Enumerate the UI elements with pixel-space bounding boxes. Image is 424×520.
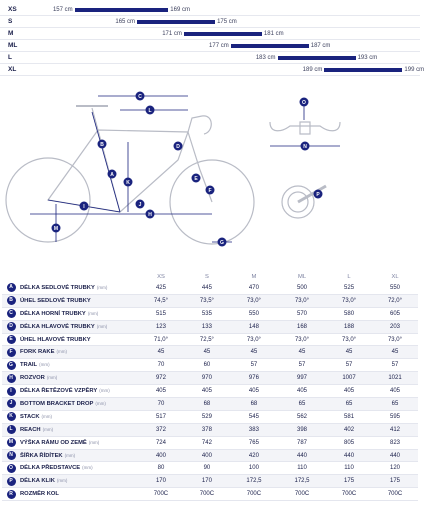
row-badge-cell <box>2 398 20 411</box>
svg-text:O: O <box>302 100 306 106</box>
diagram-badge-c <box>136 92 145 101</box>
row-name: DÉLKA KLIK <box>20 478 55 485</box>
svg-text:N: N <box>303 144 307 150</box>
table-cell: 1021 <box>372 372 418 385</box>
table-cell: 45 <box>278 346 326 359</box>
table-cell: 525 <box>326 282 372 294</box>
table-row <box>2 449 418 462</box>
size-row-xl <box>0 64 424 76</box>
size-range-bar <box>75 8 169 12</box>
diagram-badge-d <box>174 142 183 151</box>
table-cell: 724 <box>138 436 184 449</box>
row-badge-cell <box>2 385 20 398</box>
svg-text:J: J <box>138 202 142 208</box>
size-min-height: 183 cm <box>255 55 276 61</box>
diagram-badge-o <box>300 98 309 107</box>
table-cell: 110 <box>278 462 326 475</box>
svg-text:K: K <box>126 180 130 186</box>
size-row-s <box>0 16 420 28</box>
row-badge-cell <box>2 423 20 436</box>
table-cell: 997 <box>278 372 326 385</box>
table-cell: 976 <box>230 372 278 385</box>
row-badge: H <box>7 374 16 383</box>
table-row <box>2 410 418 423</box>
row-unit: (mm) <box>56 478 68 484</box>
table-cell: 168 <box>278 320 326 333</box>
table-cell: 203 <box>372 320 418 333</box>
row-badge: I <box>7 387 16 396</box>
table-cell: 68 <box>230 398 278 411</box>
table-cell: 805 <box>326 436 372 449</box>
table-cell: 188 <box>326 320 372 333</box>
table-cell: 71,0° <box>138 333 184 346</box>
row-badge-cell <box>2 294 20 307</box>
diagram-badge-i <box>80 202 89 211</box>
table-cell: 383 <box>230 423 278 436</box>
svg-text:E: E <box>194 176 198 182</box>
table-cell: 515 <box>138 307 184 320</box>
row-badge-cell <box>2 410 20 423</box>
row-badge: B <box>7 296 16 305</box>
table-header-row <box>2 272 418 282</box>
row-name: VÝŠKA RÁMU OD ZEMĚ <box>20 439 87 446</box>
diagram-badge-g <box>218 238 227 247</box>
row-name: FORK RAKE <box>20 349 55 356</box>
table-row <box>2 333 418 346</box>
row-name-cell <box>20 436 138 449</box>
table-cell: 1007 <box>326 372 372 385</box>
size-column-header: ML <box>297 274 307 280</box>
row-name: ÚHEL HLAVOVÉ TRUBKY <box>20 336 91 343</box>
diagram-badge-b <box>98 140 107 149</box>
seatpost <box>92 108 98 130</box>
row-unit: (mm) <box>99 388 110 394</box>
row-name-cell <box>20 372 138 385</box>
svg-text:D: D <box>176 144 180 150</box>
size-label: M <box>8 30 14 37</box>
table-row <box>2 475 418 488</box>
size-max-height: 193 cm <box>357 55 378 61</box>
row-badge: N <box>7 451 16 460</box>
row-unit: (mm) <box>82 465 93 471</box>
row-badge: L <box>7 425 16 434</box>
table-cell: 73,0° <box>230 294 278 307</box>
row-name-cell <box>20 307 138 320</box>
table-cell: 100 <box>230 462 278 475</box>
table-cell: 57 <box>230 359 278 372</box>
table-cell: 440 <box>278 449 326 462</box>
size-row-m <box>0 28 420 40</box>
table-cell: 170 <box>138 475 184 488</box>
table-cell: 400 <box>138 449 184 462</box>
table-cell: 580 <box>326 307 372 320</box>
table-cell: 765 <box>230 436 278 449</box>
table-cell: 65 <box>278 398 326 411</box>
table-cell: 402 <box>326 423 372 436</box>
row-badge-cell <box>2 282 20 294</box>
handlebar-top-view <box>270 122 340 131</box>
svg-text:H: H <box>148 212 152 218</box>
table-cell: 73,0° <box>230 333 278 346</box>
table-cell: 440 <box>326 449 372 462</box>
table-cell: 787 <box>278 436 326 449</box>
table-row <box>2 385 418 398</box>
row-badge: E <box>7 335 16 344</box>
size-max-height: 187 cm <box>310 43 331 49</box>
row-unit: (mm) <box>39 362 50 368</box>
size-column-header: L <box>347 274 351 280</box>
row-name: DÉLKA HLAVOVÉ TRUBKY <box>20 323 95 330</box>
diagram-badge-e <box>192 174 201 183</box>
table-cell: 700C <box>230 488 278 501</box>
svg-text:C: C <box>138 94 142 100</box>
size-range-bar <box>184 32 262 36</box>
row-unit: (mm) <box>46 375 58 381</box>
table-cell: 72,5° <box>184 333 230 346</box>
size-label: XL <box>8 66 17 73</box>
table-row <box>2 320 418 333</box>
row-name-cell <box>20 282 138 294</box>
size-min-height: 189 cm <box>302 67 323 73</box>
row-unit: (mm) <box>95 400 106 406</box>
diagram-badge-f <box>206 186 215 195</box>
table-cell: 172,5 <box>230 475 278 488</box>
row-name: DÉLKA ŘETĚZOVÉ VZPĚRY <box>20 388 98 395</box>
row-unit: (mm) <box>87 310 99 316</box>
size-min-height: 165 cm <box>115 19 136 25</box>
row-unit: (mm) <box>88 439 100 445</box>
table-cell: 73,0° <box>278 333 326 346</box>
row-name-cell <box>20 488 138 501</box>
row-badge-cell <box>2 449 20 462</box>
row-badge: C <box>7 309 16 318</box>
table-cell: 90 <box>184 462 230 475</box>
table-cell: 440 <box>372 449 418 462</box>
svg-text:L: L <box>148 108 152 114</box>
table-row <box>2 346 418 359</box>
size-column-header: S <box>204 274 209 280</box>
row-badge-cell <box>2 462 20 475</box>
row-name-cell <box>20 346 138 359</box>
diagram-badge-j <box>136 200 145 209</box>
table-cell: 57 <box>278 359 326 372</box>
table-row <box>2 294 418 307</box>
table-cell: 45 <box>230 346 278 359</box>
row-name-cell <box>20 320 138 333</box>
row-unit: (mm) <box>56 349 67 355</box>
diagram-badge-h <box>146 210 155 219</box>
row-name: DÉLKA SEDLOVÉ TRUBKY <box>20 284 95 291</box>
table-cell: 742 <box>184 436 230 449</box>
table-cell: 545 <box>230 410 278 423</box>
table-cell: 445 <box>184 282 230 294</box>
table-cell: 148 <box>230 320 278 333</box>
row-name: REACH <box>20 426 41 433</box>
row-badge-cell <box>2 333 20 346</box>
table-cell: 412 <box>372 423 418 436</box>
row-name-cell <box>20 359 138 372</box>
table-cell: 595 <box>372 410 418 423</box>
svg-text:G: G <box>220 240 224 246</box>
bike-geometry-diagram <box>0 82 420 270</box>
table-cell: 175 <box>372 475 418 488</box>
table-row <box>2 423 418 436</box>
row-name-cell <box>20 398 138 411</box>
size-max-height: 181 cm <box>263 31 284 37</box>
row-name: ÚHEL SEDLOVÉ TRUBKY <box>20 297 91 304</box>
row-badge-cell <box>2 475 20 488</box>
row-badge: K <box>7 412 16 421</box>
size-range-bar <box>324 68 402 72</box>
diagram-badge-l <box>146 106 155 115</box>
size-range-bar <box>137 20 215 24</box>
row-name: STACK <box>20 413 40 420</box>
stem-top-view <box>300 122 310 134</box>
table-cell: 73,0° <box>326 294 372 307</box>
size-row-xs <box>0 4 420 16</box>
size-label: ML <box>8 42 18 49</box>
row-badge-cell <box>2 307 20 320</box>
table-cell: 65 <box>372 398 418 411</box>
row-badge-cell <box>2 320 20 333</box>
svg-text:I: I <box>83 204 85 210</box>
size-range-bar <box>278 56 356 60</box>
table-cell: 65 <box>326 398 372 411</box>
size-label: XS <box>8 6 17 13</box>
row-name-cell <box>20 410 138 423</box>
table-cell: 700C <box>278 488 326 501</box>
diagram-badge-k <box>124 178 133 187</box>
table-cell: 172,5 <box>278 475 326 488</box>
table-cell: 535 <box>184 307 230 320</box>
table-cell: 562 <box>278 410 326 423</box>
table-cell: 405 <box>184 385 230 398</box>
row-badge: R <box>7 490 16 499</box>
row-name: ROZVOR <box>20 375 45 382</box>
row-name: DÉLKA HORNÍ TRUBKY <box>20 310 86 317</box>
table-cell: 73,0° <box>278 294 326 307</box>
table-row <box>2 436 418 449</box>
table-cell: 123 <box>138 320 184 333</box>
row-name-cell <box>20 385 138 398</box>
stem <box>188 116 202 132</box>
size-label: L <box>8 54 12 61</box>
table-row <box>2 359 418 372</box>
diagram-badge-n <box>301 142 310 151</box>
size-min-height: 157 cm <box>52 7 73 13</box>
table-cell: 70 <box>138 359 184 372</box>
diagram-badge-a <box>108 170 117 179</box>
row-name: BOTTOM BRACKET DROP <box>20 400 94 407</box>
size-column-header: M <box>251 274 257 280</box>
table-cell: 581 <box>326 410 372 423</box>
rider-height-size-chart <box>0 4 424 76</box>
row-name-cell <box>20 333 138 346</box>
table-row <box>2 462 418 475</box>
row-badge: G <box>7 361 16 370</box>
table-row <box>2 488 418 501</box>
row-badge-cell <box>2 359 20 372</box>
table-cell: 80 <box>138 462 184 475</box>
row-badge-cell <box>2 488 20 501</box>
table-cell: 823 <box>372 436 418 449</box>
table-cell: 175 <box>326 475 372 488</box>
row-name-cell <box>20 423 138 436</box>
diagram-badge-p <box>314 190 323 199</box>
row-name: ROZMĚR KOL <box>20 491 59 498</box>
row-badge: M <box>7 438 16 447</box>
size-max-height: 169 cm <box>170 7 190 13</box>
table-cell: 60 <box>184 359 230 372</box>
table-cell: 73,0° <box>372 333 418 346</box>
row-name-cell <box>20 449 138 462</box>
row-badge: A <box>7 283 16 292</box>
row-name-cell <box>20 294 138 307</box>
size-range-bar <box>231 44 309 48</box>
geometry-table <box>2 272 418 501</box>
size-max-height: 199 cm <box>404 67 424 73</box>
table-cell: 378 <box>184 423 230 436</box>
table-cell: 700C <box>326 488 372 501</box>
table-cell: 425 <box>138 282 184 294</box>
svg-text:B: B <box>100 142 104 148</box>
table-cell: 57 <box>326 359 372 372</box>
table-cell: 405 <box>372 385 418 398</box>
table-cell: 517 <box>138 410 184 423</box>
table-cell: 529 <box>184 410 230 423</box>
size-column-header: XL <box>391 274 399 280</box>
table-cell: 73,0° <box>326 333 372 346</box>
size-track <box>0 75 420 76</box>
table-cell: 405 <box>326 385 372 398</box>
table-cell: 405 <box>138 385 184 398</box>
row-name-cell <box>20 462 138 475</box>
row-badge-cell <box>2 346 20 359</box>
table-cell: 700C <box>184 488 230 501</box>
table-cell: 110 <box>326 462 372 475</box>
svg-text:M: M <box>53 226 59 232</box>
row-name: TRAIL <box>20 362 38 369</box>
table-cell: 970 <box>184 372 230 385</box>
row-badge-cell <box>2 436 20 449</box>
row-badge: P <box>7 477 16 486</box>
svg-text:P: P <box>316 192 320 198</box>
table-cell: 74,5° <box>138 294 184 307</box>
table-cell: 605 <box>372 307 418 320</box>
row-unit: (mm) <box>42 426 54 432</box>
row-badge: F <box>7 348 16 357</box>
row-badge: O <box>7 464 16 473</box>
table-cell: 68 <box>184 398 230 411</box>
svg-text:F: F <box>208 188 212 194</box>
size-max-height: 175 cm <box>217 19 237 25</box>
table-row <box>2 398 418 411</box>
table-cell: 420 <box>230 449 278 462</box>
size-min-height: 171 cm <box>162 31 182 37</box>
row-name: DÉLKA PŘEDSTAVCE <box>20 465 81 472</box>
table-cell: 972 <box>138 372 184 385</box>
svg-text:A: A <box>110 172 114 178</box>
row-unit: (mm) <box>64 452 76 458</box>
geometry-table-body <box>2 282 418 501</box>
table-cell: 170 <box>184 475 230 488</box>
size-min-height: 177 cm <box>209 43 229 49</box>
row-name: ŠÍŘKA ŘÍDÍTEK <box>20 452 63 459</box>
row-unit: (mm) <box>96 323 108 329</box>
table-cell: 550 <box>230 307 278 320</box>
table-cell: 500 <box>278 282 326 294</box>
row-unit: (mm) <box>41 413 53 419</box>
table-cell: 405 <box>230 385 278 398</box>
table-cell: 45 <box>372 346 418 359</box>
table-cell: 570 <box>278 307 326 320</box>
table-cell: 372 <box>138 423 184 436</box>
row-unit: (mm) <box>96 284 108 290</box>
table-cell: 133 <box>184 320 230 333</box>
table-cell: 45 <box>184 346 230 359</box>
size-row-ml <box>0 40 420 52</box>
table-cell: 470 <box>230 282 278 294</box>
row-badge-cell <box>2 372 20 385</box>
row-badge: D <box>7 322 16 331</box>
row-name-cell <box>20 475 138 488</box>
size-row-l <box>0 52 420 64</box>
diagram-badge-m <box>52 224 61 233</box>
table-cell: 700C <box>138 488 184 501</box>
table-cell: 73,5° <box>184 294 230 307</box>
table-cell: 398 <box>278 423 326 436</box>
table-cell: 70 <box>138 398 184 411</box>
size-column-header: XS <box>157 274 165 280</box>
table-cell: 45 <box>138 346 184 359</box>
table-cell: 120 <box>372 462 418 475</box>
table-cell: 550 <box>372 282 418 294</box>
table-cell: 72,0° <box>372 294 418 307</box>
table-cell: 400 <box>184 449 230 462</box>
table-row <box>2 307 418 320</box>
row-badge: J <box>7 399 16 408</box>
table-row <box>2 282 418 294</box>
table-cell: 45 <box>326 346 372 359</box>
table-cell: 57 <box>372 359 418 372</box>
size-label: S <box>8 18 13 25</box>
table-cell: 700C <box>372 488 418 501</box>
table-row <box>2 372 418 385</box>
table-cell: 405 <box>278 385 326 398</box>
handlebar <box>202 116 211 134</box>
